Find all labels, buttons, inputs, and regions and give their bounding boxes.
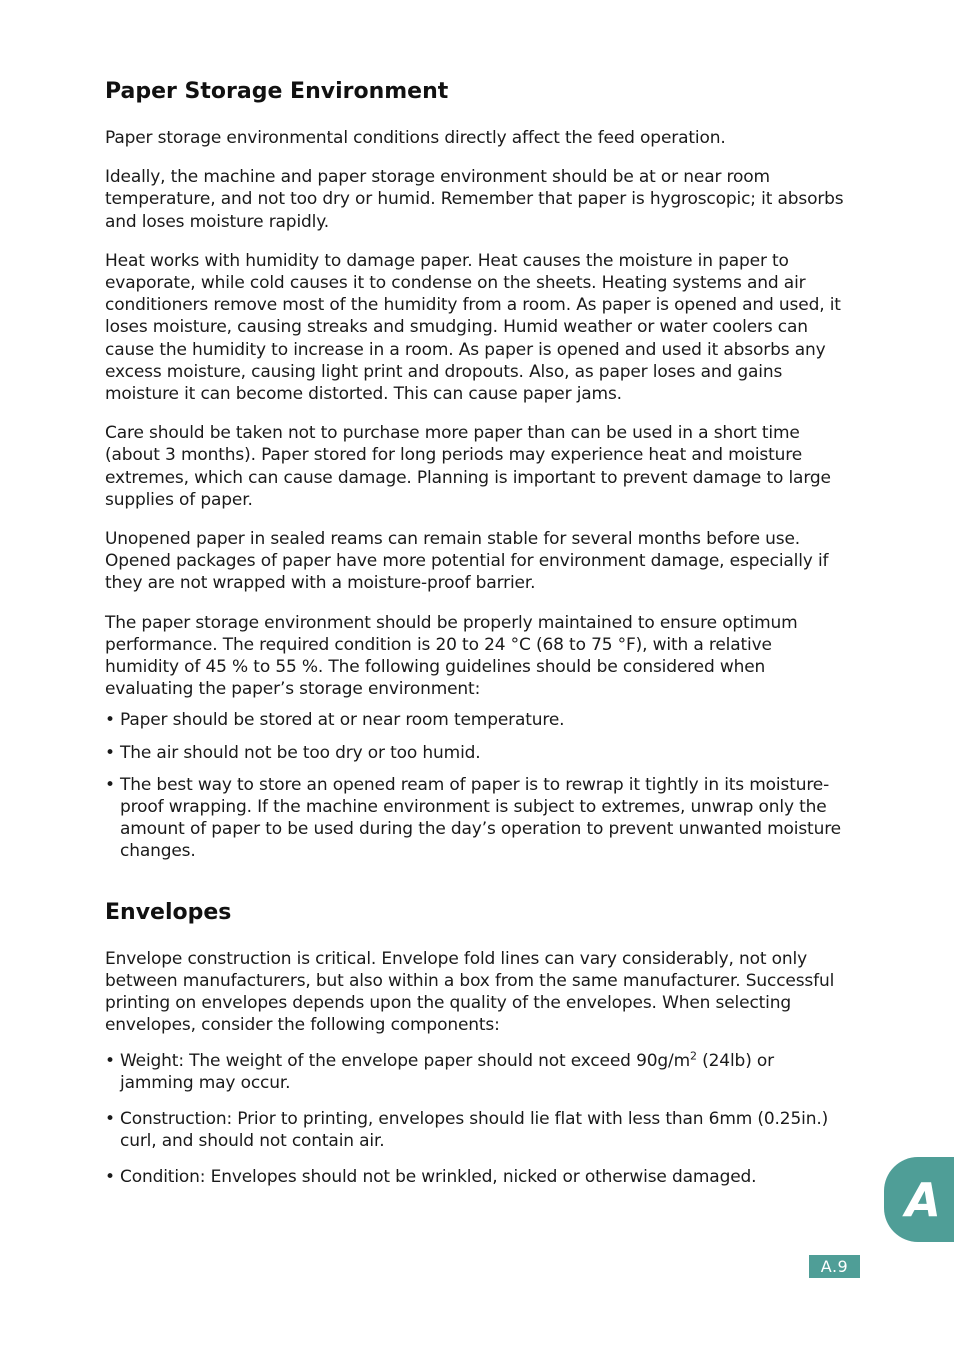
- list-item: [105, 1108, 850, 1152]
- paragraph-storage-conditions: The paper storage environment should be properly maintained to ensure optimum performance. The required condition is 20 to 24 °C (68 to 75 °F), with a relative humidity of 45 % to 55 %. The following guidelines should be considered when evaluating the paper’s storage environment:: [105, 612, 798, 700]
- section-heading-envelopes: Envelopes: [105, 899, 232, 925]
- bullet-mark: •: [105, 1050, 115, 1071]
- bullet-mark: •: [105, 1167, 115, 1188]
- list-item: [105, 742, 850, 764]
- list-item-text: Construction: Prior to printing, envelopes should lie flat with less than 6mm (0.25in.) curl, and should not contain air.: [120, 1108, 829, 1152]
- weight-text-pre: Weight: The weight of the envelope paper should not exceed 90g/m: [120, 1050, 691, 1071]
- paragraph-intro: Paper storage environmental conditions directly affect the feed operation.: [105, 128, 726, 148]
- superscript-two: 2: [690, 1048, 697, 1062]
- storage-guidelines-list: [105, 709, 850, 862]
- page-number: A.9: [809, 1255, 860, 1278]
- list-item-text: The best way to store an opened ream of paper is to rewrap it tightly in its moisture-proof wrapping. If the machine environment is subject to extremes, unwrap only the amount of paper to be used during the day’s operation to prevent unwanted moisture changes.: [120, 774, 841, 862]
- weight-text-post: (24lb) or jamming may occur.: [120, 1050, 775, 1093]
- bullet-mark: •: [105, 742, 115, 763]
- section-heading-paper-storage: Paper Storage Environment: [105, 79, 449, 104]
- list-item: [105, 1050, 850, 1094]
- list-item-text: Condition: Envelopes should not be wrinkled, nicked or otherwise damaged.: [120, 1167, 757, 1188]
- bullet-mark: •: [105, 774, 115, 795]
- paragraph-heat-humidity: Heat works with humidity to damage paper. Heat causes the moisture in paper to evaporate, while cold causes it to condense on the sheets. Heating systems and air conditioners remove most of the humidity from a room. As paper is opened and used, it loses moisture, causing streaks and smudging. Humid weather or water coolers can cause the humidity to increase in a room. As paper is opened and used it absorbs any excess moisture, causing light print and dropouts. Also, as paper loses and gains moisture it can become distorted. This can cause paper jams.: [105, 250, 841, 405]
- appendix-tab-letter: A: [905, 1172, 941, 1227]
- paragraph-room-temperature: Ideally, the machine and paper storage environment should be at or near room temperature, and not too dry or humid. Remember that paper is hygroscopic; it absorbs and loses moisture rapidly.: [105, 167, 844, 232]
- paragraph-envelope-construction: Envelope construction is critical. Envelope fold lines can vary considerably, not only between manufacturers, but also within a box from the same manufacturer. Successful printing on envelopes depends upon the quality of the envelopes. When selecting envelopes, consider the following components:: [105, 948, 835, 1036]
- paragraph-unopened-paper: Unopened paper in sealed reams can remain stable for several months before use. Opened packages of paper have more potential for environment damage, especially if they are not wrapped with a moisture-proof barrier.: [105, 529, 829, 594]
- list-item-text-weight: [120, 1048, 775, 1093]
- page-content: [105, 78, 850, 1189]
- list-item-text: The air should not be too dry or too humid.: [120, 742, 481, 763]
- paragraph-purchase-care: Care should be taken not to purchase more paper than can be used in a short time (about 3 months). Paper stored for long periods may experience heat and moisture extremes, which can cause damage. Planning is important to prevent damage to large supplies of paper.: [105, 423, 831, 510]
- list-item: [105, 709, 850, 731]
- bullet-mark: •: [105, 1108, 115, 1129]
- list-item: [105, 1166, 850, 1188]
- list-item: [105, 774, 850, 863]
- bullet-mark: •: [105, 710, 115, 731]
- envelope-components-list: [105, 1050, 850, 1189]
- list-item-text: Paper should be stored at or near room temperature.: [120, 710, 565, 731]
- appendix-tab: [884, 1157, 954, 1242]
